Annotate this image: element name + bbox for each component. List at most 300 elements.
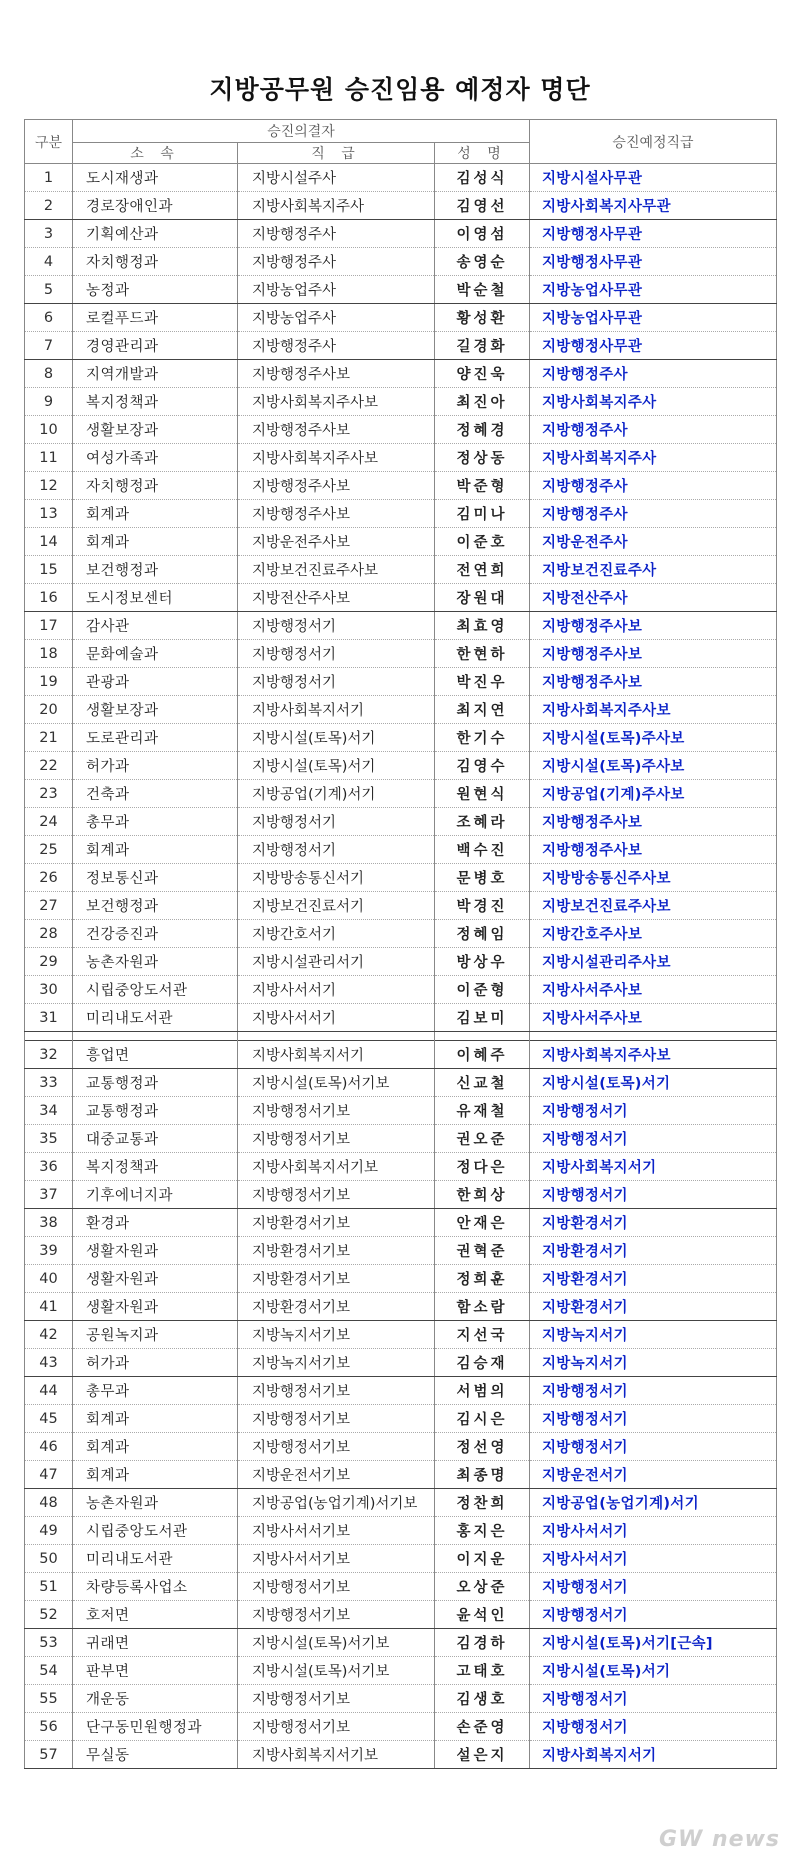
dept-cell: 생활자원과 (73, 1237, 238, 1265)
name-cell: 유재철 (435, 1097, 530, 1125)
watermark-logo: GW news (659, 1827, 780, 1852)
target-rank-cell: 지방행정주사 (530, 472, 777, 500)
target-rank-cell: 지방시설(토목)주사보 (530, 724, 777, 752)
row-number: 55 (25, 1685, 73, 1713)
name-cell: 백수진 (435, 836, 530, 864)
row-number: 41 (25, 1293, 73, 1321)
row-number: 37 (25, 1181, 73, 1209)
target-rank-cell: 지방행정주사보 (530, 612, 777, 640)
table-row (25, 696, 777, 724)
target-rank-cell: 지방운전서기 (530, 1461, 777, 1489)
dept-cell: 기획예산과 (73, 220, 238, 248)
name-cell: 김생호 (435, 1685, 530, 1713)
table-row (25, 332, 777, 360)
promotion-table (24, 119, 777, 1769)
name-cell: 김보미 (435, 1004, 530, 1032)
target-rank-cell: 지방행정서기 (530, 1405, 777, 1433)
rank-cell: 지방행정서기보 (238, 1181, 435, 1209)
dept-cell: 생활보장과 (73, 416, 238, 444)
dept-cell: 경로장애인과 (73, 192, 238, 220)
target-rank-cell: 지방환경서기 (530, 1265, 777, 1293)
table-row (25, 444, 777, 472)
target-rank-cell: 지방행정주사보 (530, 836, 777, 864)
dept-cell: 차량등록사업소 (73, 1573, 238, 1601)
name-cell: 김영선 (435, 192, 530, 220)
name-cell: 원현식 (435, 780, 530, 808)
rank-cell: 지방행정서기보 (238, 1573, 435, 1601)
rank-cell: 지방보건진료주사보 (238, 556, 435, 584)
target-rank-cell: 지방행정서기 (530, 1097, 777, 1125)
table-row (25, 724, 777, 752)
name-cell: 오상준 (435, 1573, 530, 1601)
rank-cell: 지방행정서기 (238, 836, 435, 864)
name-cell: 정상동 (435, 444, 530, 472)
dept-cell: 회계과 (73, 500, 238, 528)
target-rank-cell: 지방행정주사보 (530, 640, 777, 668)
name-cell: 박진우 (435, 668, 530, 696)
target-rank-cell: 지방행정서기 (530, 1377, 777, 1405)
rank-cell: 지방농업주사 (238, 276, 435, 304)
name-cell: 함소람 (435, 1293, 530, 1321)
rank-cell: 지방행정서기보 (238, 1405, 435, 1433)
table-row (25, 1489, 777, 1517)
target-rank-cell: 지방행정주사보 (530, 808, 777, 836)
row-number: 32 (25, 1041, 73, 1069)
table-row (25, 1405, 777, 1433)
rank-cell: 지방행정서기 (238, 808, 435, 836)
rank-cell: 지방시설관리서기 (238, 948, 435, 976)
dept-cell: 복지정책과 (73, 1153, 238, 1181)
name-cell: 김승재 (435, 1349, 530, 1377)
target-rank-cell: 지방사서주사보 (530, 976, 777, 1004)
rank-cell: 지방전산주사보 (238, 584, 435, 612)
row-number: 23 (25, 780, 73, 808)
dept-cell: 회계과 (73, 1433, 238, 1461)
table-row (25, 1181, 777, 1209)
rank-cell: 지방행정서기보 (238, 1601, 435, 1629)
rank-cell: 지방시설(토목)서기보 (238, 1069, 435, 1097)
table-row (25, 1741, 777, 1769)
target-rank-cell: 지방보건진료주사 (530, 556, 777, 584)
table-row (25, 276, 777, 304)
dept-cell: 농촌자원과 (73, 948, 238, 976)
target-rank-cell: 지방사회복지사무관 (530, 192, 777, 220)
rank-cell: 지방행정서기보 (238, 1685, 435, 1713)
table-row (25, 640, 777, 668)
target-rank-cell: 지방시설(토목)서기[근속] (530, 1629, 777, 1657)
target-rank-cell: 지방행정주사보 (530, 668, 777, 696)
target-rank-cell: 지방간호주사보 (530, 920, 777, 948)
table-row (25, 500, 777, 528)
row-number: 33 (25, 1069, 73, 1097)
rank-cell: 지방시설(토목)서기 (238, 724, 435, 752)
name-cell: 장원대 (435, 584, 530, 612)
name-cell: 정선영 (435, 1433, 530, 1461)
table-row (25, 1097, 777, 1125)
dept-cell: 보건행정과 (73, 892, 238, 920)
target-rank-cell: 지방행정서기 (530, 1433, 777, 1461)
name-cell: 김시은 (435, 1405, 530, 1433)
table-row (25, 1153, 777, 1181)
name-cell: 이영섬 (435, 220, 530, 248)
name-cell: 정혜임 (435, 920, 530, 948)
rank-cell: 지방녹지서기보 (238, 1321, 435, 1349)
row-number: 12 (25, 472, 73, 500)
rank-cell: 지방환경서기보 (238, 1293, 435, 1321)
table-row (25, 1629, 777, 1657)
target-rank-cell: 지방녹지서기 (530, 1349, 777, 1377)
row-number: 40 (25, 1265, 73, 1293)
row-number: 18 (25, 640, 73, 668)
header-target: 승진예정직급 (530, 120, 777, 164)
dept-cell: 시립중앙도서관 (73, 1517, 238, 1545)
dept-cell: 미리내도서관 (73, 1545, 238, 1573)
dept-cell: 복지정책과 (73, 388, 238, 416)
table-row (25, 780, 777, 808)
dept-cell: 미리내도서관 (73, 1004, 238, 1032)
target-rank-cell: 지방사회복지주사보 (530, 1041, 777, 1069)
row-number: 24 (25, 808, 73, 836)
target-rank-cell: 지방행정서기 (530, 1713, 777, 1741)
row-number: 28 (25, 920, 73, 948)
name-cell: 방상우 (435, 948, 530, 976)
gap-cell (25, 1032, 73, 1041)
table-row (25, 920, 777, 948)
dept-cell: 개운동 (73, 1685, 238, 1713)
row-number: 53 (25, 1629, 73, 1657)
name-cell: 박경진 (435, 892, 530, 920)
dept-cell: 교통행정과 (73, 1069, 238, 1097)
dept-cell: 회계과 (73, 528, 238, 556)
dept-cell: 생활자원과 (73, 1293, 238, 1321)
name-cell: 정희훈 (435, 1265, 530, 1293)
table-row (25, 1125, 777, 1153)
table-row (25, 1713, 777, 1741)
target-rank-cell: 지방방송통신주사보 (530, 864, 777, 892)
row-number: 35 (25, 1125, 73, 1153)
table-row (25, 668, 777, 696)
row-number: 22 (25, 752, 73, 780)
rank-cell: 지방사서서기 (238, 976, 435, 1004)
rank-cell: 지방환경서기보 (238, 1209, 435, 1237)
table-row (25, 220, 777, 248)
row-number: 38 (25, 1209, 73, 1237)
dept-cell: 기후에너지과 (73, 1181, 238, 1209)
rank-cell: 지방행정서기보 (238, 1377, 435, 1405)
table-row (25, 808, 777, 836)
name-cell: 신교철 (435, 1069, 530, 1097)
rank-cell: 지방행정주사보 (238, 416, 435, 444)
target-rank-cell: 지방사회복지주사보 (530, 696, 777, 724)
target-rank-cell: 지방행정서기 (530, 1685, 777, 1713)
name-cell: 한희상 (435, 1181, 530, 1209)
dept-cell: 무실동 (73, 1741, 238, 1769)
header-gubun: 구분 (25, 120, 73, 164)
name-cell: 한현하 (435, 640, 530, 668)
row-number: 26 (25, 864, 73, 892)
name-cell: 이혜주 (435, 1041, 530, 1069)
target-rank-cell: 지방시설관리주사보 (530, 948, 777, 976)
row-number: 34 (25, 1097, 73, 1125)
rank-cell: 지방공업(농업기계)서기보 (238, 1489, 435, 1517)
target-rank-cell: 지방사서서기 (530, 1545, 777, 1573)
table-row (25, 528, 777, 556)
row-number: 49 (25, 1517, 73, 1545)
name-cell: 전연희 (435, 556, 530, 584)
dept-cell: 허가과 (73, 752, 238, 780)
table-row (25, 164, 777, 192)
name-cell: 최종명 (435, 1461, 530, 1489)
name-cell: 김성식 (435, 164, 530, 192)
table-row (25, 360, 777, 388)
rank-cell: 지방사회복지서기 (238, 696, 435, 724)
dept-cell: 도시재생과 (73, 164, 238, 192)
header-name: 성 명 (435, 143, 530, 164)
name-cell: 이지운 (435, 1545, 530, 1573)
target-rank-cell: 지방공업(기계)주사보 (530, 780, 777, 808)
table-row (25, 752, 777, 780)
dept-cell: 관광과 (73, 668, 238, 696)
target-rank-cell: 지방행정서기 (530, 1181, 777, 1209)
target-rank-cell: 지방시설(토목)주사보 (530, 752, 777, 780)
target-rank-cell: 지방행정서기 (530, 1573, 777, 1601)
table-row (25, 1601, 777, 1629)
dept-cell: 회계과 (73, 1461, 238, 1489)
row-number: 51 (25, 1573, 73, 1601)
rank-cell: 지방환경서기보 (238, 1265, 435, 1293)
rank-cell: 지방농업주사 (238, 304, 435, 332)
row-number: 30 (25, 976, 73, 1004)
row-number: 4 (25, 248, 73, 276)
dept-cell: 정보통신과 (73, 864, 238, 892)
rank-cell: 지방행정서기보 (238, 1125, 435, 1153)
target-rank-cell: 지방행정사무관 (530, 332, 777, 360)
row-number: 2 (25, 192, 73, 220)
dept-cell: 자치행정과 (73, 248, 238, 276)
row-number: 56 (25, 1713, 73, 1741)
rank-cell: 지방행정서기보 (238, 1713, 435, 1741)
dept-cell: 여성가족과 (73, 444, 238, 472)
rank-cell: 지방시설(토목)서기보 (238, 1629, 435, 1657)
target-rank-cell: 지방사회복지서기 (530, 1741, 777, 1769)
dept-cell: 환경과 (73, 1209, 238, 1237)
name-cell: 정다은 (435, 1153, 530, 1181)
rank-cell: 지방사회복지주사보 (238, 444, 435, 472)
rank-cell: 지방사회복지주사 (238, 192, 435, 220)
rank-cell: 지방방송통신서기 (238, 864, 435, 892)
rank-cell: 지방사회복지서기보 (238, 1153, 435, 1181)
target-rank-cell: 지방사서서기 (530, 1517, 777, 1545)
row-number: 31 (25, 1004, 73, 1032)
dept-cell: 판부면 (73, 1657, 238, 1685)
row-number: 46 (25, 1433, 73, 1461)
rank-cell: 지방공업(기계)서기 (238, 780, 435, 808)
dept-cell: 회계과 (73, 836, 238, 864)
header-dept: 소 속 (73, 143, 238, 164)
row-number: 1 (25, 164, 73, 192)
row-number: 54 (25, 1657, 73, 1685)
row-number: 29 (25, 948, 73, 976)
dept-cell: 건축과 (73, 780, 238, 808)
rank-cell: 지방행정주사 (238, 220, 435, 248)
dept-cell: 단구동민원행정과 (73, 1713, 238, 1741)
row-number: 8 (25, 360, 73, 388)
table-row (25, 1349, 777, 1377)
name-cell: 박순철 (435, 276, 530, 304)
target-rank-cell: 지방환경서기 (530, 1237, 777, 1265)
target-rank-cell: 지방녹지서기 (530, 1321, 777, 1349)
row-number: 48 (25, 1489, 73, 1517)
table-row (25, 612, 777, 640)
rank-cell: 지방행정서기 (238, 640, 435, 668)
dept-cell: 감사관 (73, 612, 238, 640)
name-cell: 이준형 (435, 976, 530, 1004)
document-title: 지방공무원 승진임용 예정자 명단 (209, 75, 591, 104)
table-row (25, 1517, 777, 1545)
name-cell: 길경화 (435, 332, 530, 360)
target-rank-cell: 지방행정서기 (530, 1601, 777, 1629)
target-rank-cell: 지방행정사무관 (530, 248, 777, 276)
row-number: 14 (25, 528, 73, 556)
rank-cell: 지방환경서기보 (238, 1237, 435, 1265)
table-body (25, 164, 777, 1769)
row-number: 42 (25, 1321, 73, 1349)
table-gap (25, 1032, 777, 1041)
target-rank-cell: 지방행정주사 (530, 416, 777, 444)
row-number: 25 (25, 836, 73, 864)
name-cell: 권혁준 (435, 1237, 530, 1265)
row-number: 9 (25, 388, 73, 416)
target-rank-cell: 지방행정주사 (530, 500, 777, 528)
dept-cell: 도로관리과 (73, 724, 238, 752)
dept-cell: 경영관리과 (73, 332, 238, 360)
target-rank-cell: 지방전산주사 (530, 584, 777, 612)
table-row (25, 192, 777, 220)
name-cell: 홍지은 (435, 1517, 530, 1545)
rank-cell: 지방행정서기보 (238, 1433, 435, 1461)
row-number: 21 (25, 724, 73, 752)
dept-cell: 호저면 (73, 1601, 238, 1629)
name-cell: 권오준 (435, 1125, 530, 1153)
table-row (25, 1433, 777, 1461)
table-row (25, 1657, 777, 1685)
target-rank-cell: 지방행정서기 (530, 1125, 777, 1153)
table-row (25, 1293, 777, 1321)
table-row (25, 1377, 777, 1405)
rank-cell: 지방사회복지주사보 (238, 388, 435, 416)
dept-cell: 생활자원과 (73, 1265, 238, 1293)
table-row (25, 1461, 777, 1489)
rank-cell: 지방사서서기보 (238, 1517, 435, 1545)
rank-cell: 지방행정서기보 (238, 1097, 435, 1125)
rank-cell: 지방행정주사 (238, 332, 435, 360)
table-row (25, 304, 777, 332)
table-row (25, 864, 777, 892)
rank-cell: 지방사서서기 (238, 1004, 435, 1032)
dept-cell: 도시정보센터 (73, 584, 238, 612)
rank-cell: 지방운전서기보 (238, 1461, 435, 1489)
dept-cell: 귀래면 (73, 1629, 238, 1657)
target-rank-cell: 지방사회복지주사 (530, 388, 777, 416)
target-rank-cell: 지방행정사무관 (530, 220, 777, 248)
gap-cell (435, 1032, 530, 1041)
row-number: 17 (25, 612, 73, 640)
row-number: 5 (25, 276, 73, 304)
name-cell: 최진아 (435, 388, 530, 416)
name-cell: 지선국 (435, 1321, 530, 1349)
row-number: 15 (25, 556, 73, 584)
name-cell: 김미나 (435, 500, 530, 528)
name-cell: 문병호 (435, 864, 530, 892)
table-row (25, 1265, 777, 1293)
table-row (25, 584, 777, 612)
rank-cell: 지방간호서기 (238, 920, 435, 948)
name-cell: 김영수 (435, 752, 530, 780)
table-row (25, 1237, 777, 1265)
dept-cell: 흥업면 (73, 1041, 238, 1069)
rank-cell: 지방행정주사보 (238, 360, 435, 388)
name-cell: 윤석인 (435, 1601, 530, 1629)
target-rank-cell: 지방농업사무관 (530, 304, 777, 332)
rank-cell: 지방사회복지서기 (238, 1041, 435, 1069)
target-rank-cell: 지방사회복지주사 (530, 444, 777, 472)
rank-cell: 지방행정주사보 (238, 472, 435, 500)
rank-cell: 지방행정서기 (238, 668, 435, 696)
target-rank-cell: 지방사회복지서기 (530, 1153, 777, 1181)
gap-cell (530, 1032, 777, 1041)
dept-cell: 지역개발과 (73, 360, 238, 388)
row-number: 6 (25, 304, 73, 332)
table-row (25, 836, 777, 864)
row-number: 27 (25, 892, 73, 920)
dept-cell: 시립중앙도서관 (73, 976, 238, 1004)
table-row (25, 1041, 777, 1069)
dept-cell: 생활보장과 (73, 696, 238, 724)
dept-cell: 건강증진과 (73, 920, 238, 948)
dept-cell: 공원녹지과 (73, 1321, 238, 1349)
name-cell: 최지연 (435, 696, 530, 724)
dept-cell: 농촌자원과 (73, 1489, 238, 1517)
table-row (25, 976, 777, 1004)
table-row (25, 1573, 777, 1601)
rank-cell: 지방행정서기 (238, 612, 435, 640)
table-row (25, 1545, 777, 1573)
target-rank-cell: 지방시설(토목)서기 (530, 1069, 777, 1097)
dept-cell: 대중교통과 (73, 1125, 238, 1153)
name-cell: 황성환 (435, 304, 530, 332)
name-cell: 조혜라 (435, 808, 530, 836)
table-row (25, 1209, 777, 1237)
table-row (25, 1004, 777, 1032)
rank-cell: 지방행정주사보 (238, 500, 435, 528)
name-cell: 최효영 (435, 612, 530, 640)
name-cell: 설은지 (435, 1741, 530, 1769)
row-number: 52 (25, 1601, 73, 1629)
dept-cell: 농정과 (73, 276, 238, 304)
rank-cell: 지방행정주사 (238, 248, 435, 276)
table-row (25, 948, 777, 976)
row-number: 47 (25, 1461, 73, 1489)
target-rank-cell: 지방시설사무관 (530, 164, 777, 192)
table-row (25, 248, 777, 276)
target-rank-cell: 지방보건진료주사보 (530, 892, 777, 920)
target-rank-cell: 지방농업사무관 (530, 276, 777, 304)
row-number: 57 (25, 1741, 73, 1769)
row-number: 36 (25, 1153, 73, 1181)
rank-cell: 지방시설(토목)서기 (238, 752, 435, 780)
row-number: 7 (25, 332, 73, 360)
name-cell: 양진욱 (435, 360, 530, 388)
